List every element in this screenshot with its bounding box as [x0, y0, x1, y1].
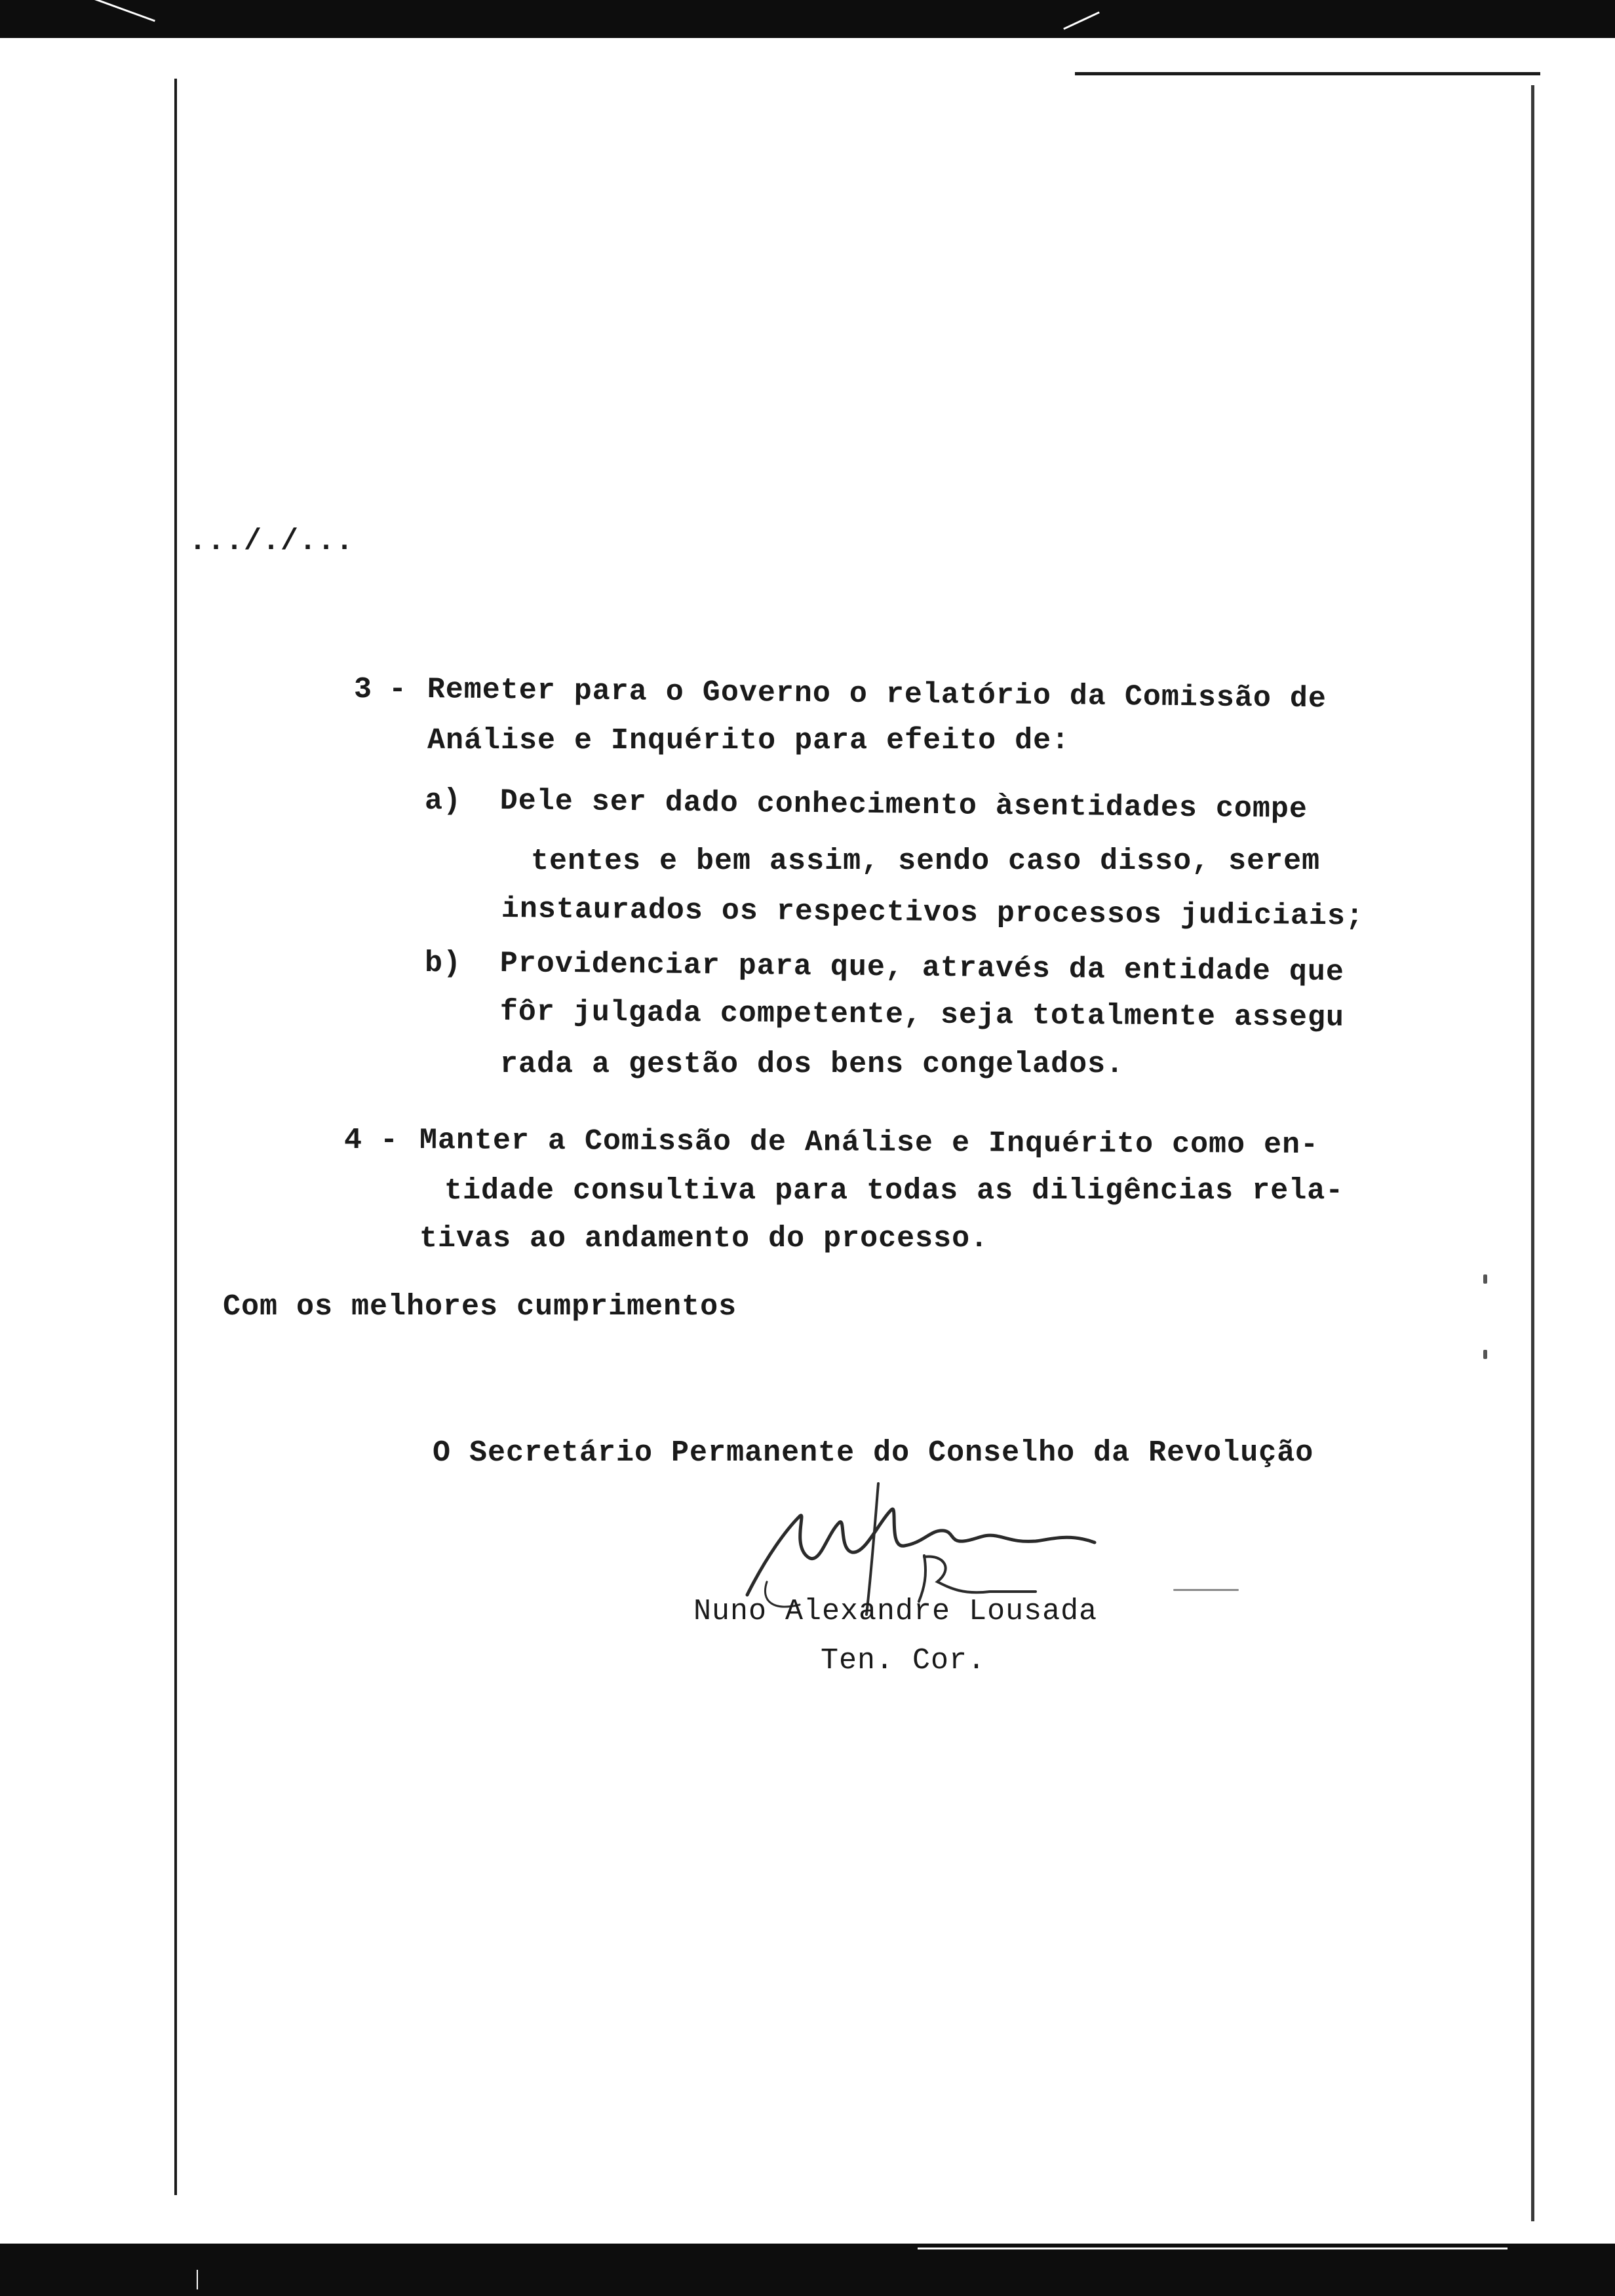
scan-speck [1483, 1350, 1487, 1359]
item-3b-letter: b) [425, 947, 462, 980]
item-4-dash: - [380, 1124, 399, 1157]
item-3a-line-1: Dele ser dado conhecimento àsentidades compe [499, 784, 1308, 826]
page-continuation-mark: ..././... [189, 525, 355, 558]
item-3-number: 3 [354, 673, 373, 706]
item-3-dash: - [389, 673, 408, 706]
item-3a-letter: a) [425, 784, 462, 818]
item-4-line-3: tivas ao andamento do processo. [419, 1222, 989, 1255]
signatory-name: Nuno Alexandre Lousada [693, 1595, 1098, 1628]
item-4-line-1: Manter a Comissão de Análise e Inquérito como en- [419, 1124, 1319, 1162]
scan-bottom-border [0, 2244, 1615, 2296]
item-3-line-1: Remeter para o Governo o relatório da Comissão de [427, 673, 1327, 716]
item-4-line-2: tidade consultiva para todas as diligências rela- [444, 1174, 1344, 1208]
scan-speck [1483, 1274, 1487, 1284]
scan-top-border [0, 0, 1615, 38]
scan-speck [1173, 1589, 1239, 1591]
closing-salutation: Com os melhores cumprimentos [223, 1290, 737, 1324]
item-3a-line-2: tentes e bem assim, sendo caso disso, serem [531, 845, 1321, 878]
item-3b-line-1: Providenciar para que, através da entidade que [499, 947, 1345, 989]
scan-right-edge [1531, 85, 1534, 2221]
signatory-rank: Ten. Cor. [821, 1644, 986, 1677]
item-3b-line-2: fôr julgada competente, seja totalmente assegu [499, 995, 1345, 1035]
item-3b-line-3: rada a gestão dos bens congelados. [500, 1048, 1125, 1081]
item-4-number: 4 [344, 1124, 363, 1157]
scan-left-edge [174, 79, 177, 2195]
scan-top-rule [1075, 72, 1540, 75]
item-3a-line-3: instaurados os respectivos processos judiciais; [501, 892, 1365, 934]
item-3-line-2: Análise e Inquérito para efeito de: [427, 724, 1070, 757]
signatory-title: O Secretário Permanente do Conselho da Revolução [433, 1436, 1314, 1470]
